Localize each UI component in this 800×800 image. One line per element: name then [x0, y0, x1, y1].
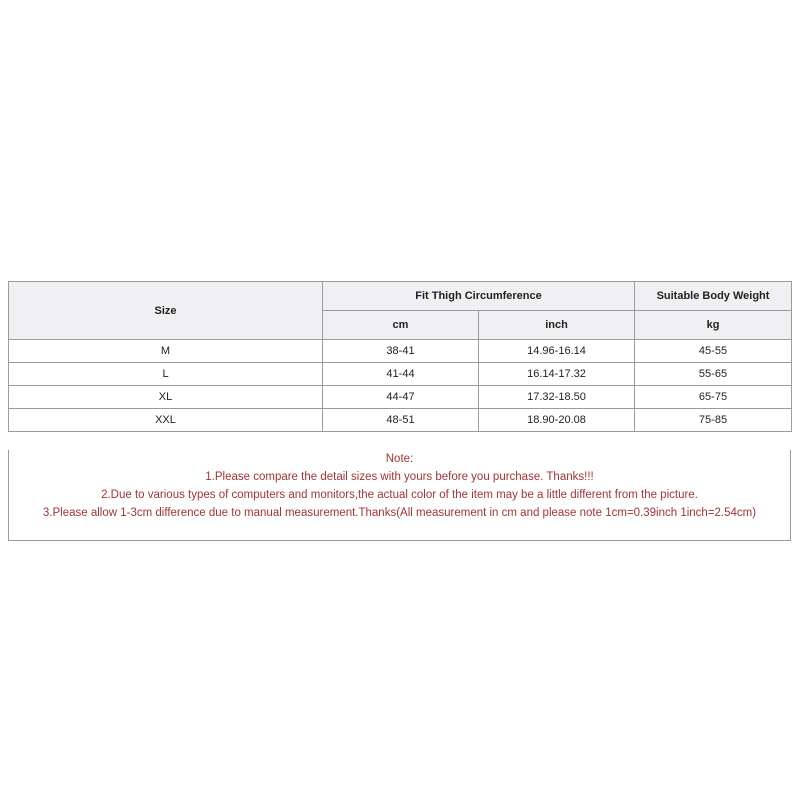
table-row	[9, 409, 792, 432]
cell-size: XXL	[9, 409, 323, 432]
cell-cm: 48-51	[323, 409, 479, 432]
table-row	[9, 363, 792, 386]
note-line-3: 3.Please allow 1-3cm difference due to manual measurement.Thanks(All measurement in cm and please note 1cm=0.39inch 1inch=2.54cm)	[42, 507, 757, 519]
header-body-weight: Suitable Body Weight	[635, 282, 792, 311]
cell-kg: 65-75	[635, 386, 792, 409]
table-row	[9, 340, 792, 363]
cell-inch: 16.14-17.32	[479, 363, 635, 386]
cell-cm: 38-41	[323, 340, 479, 363]
note-line-1: 1.Please compare the detail sizes with yours before you purchase. Thanks!!!	[205, 471, 594, 483]
cell-inch: 14.96-16.14	[479, 340, 635, 363]
size-chart	[8, 281, 791, 541]
header-row-top	[9, 282, 792, 311]
header-inch: inch	[479, 311, 635, 340]
cell-kg: 45-55	[635, 340, 792, 363]
table-row	[9, 386, 792, 409]
cell-size: M	[9, 340, 323, 363]
cell-size: L	[9, 363, 323, 386]
cell-kg: 55-65	[635, 363, 792, 386]
cell-cm: 44-47	[323, 386, 479, 409]
note-line-2: 2.Due to various types of computers and monitors,the actual color of the item may be a little different from the picture.	[101, 489, 698, 501]
cell-inch: 18.90-20.08	[479, 409, 635, 432]
note-box	[8, 450, 791, 541]
header-size: Size	[9, 282, 323, 340]
header-thigh-circumference: Fit Thigh Circumference	[323, 282, 635, 311]
size-table	[8, 281, 792, 432]
header-kg: kg	[635, 311, 792, 340]
header-cm: cm	[323, 311, 479, 340]
cell-cm: 41-44	[323, 363, 479, 386]
cell-size: XL	[9, 386, 323, 409]
note-title: Note:	[385, 453, 414, 465]
cell-inch: 17.32-18.50	[479, 386, 635, 409]
cell-kg: 75-85	[635, 409, 792, 432]
